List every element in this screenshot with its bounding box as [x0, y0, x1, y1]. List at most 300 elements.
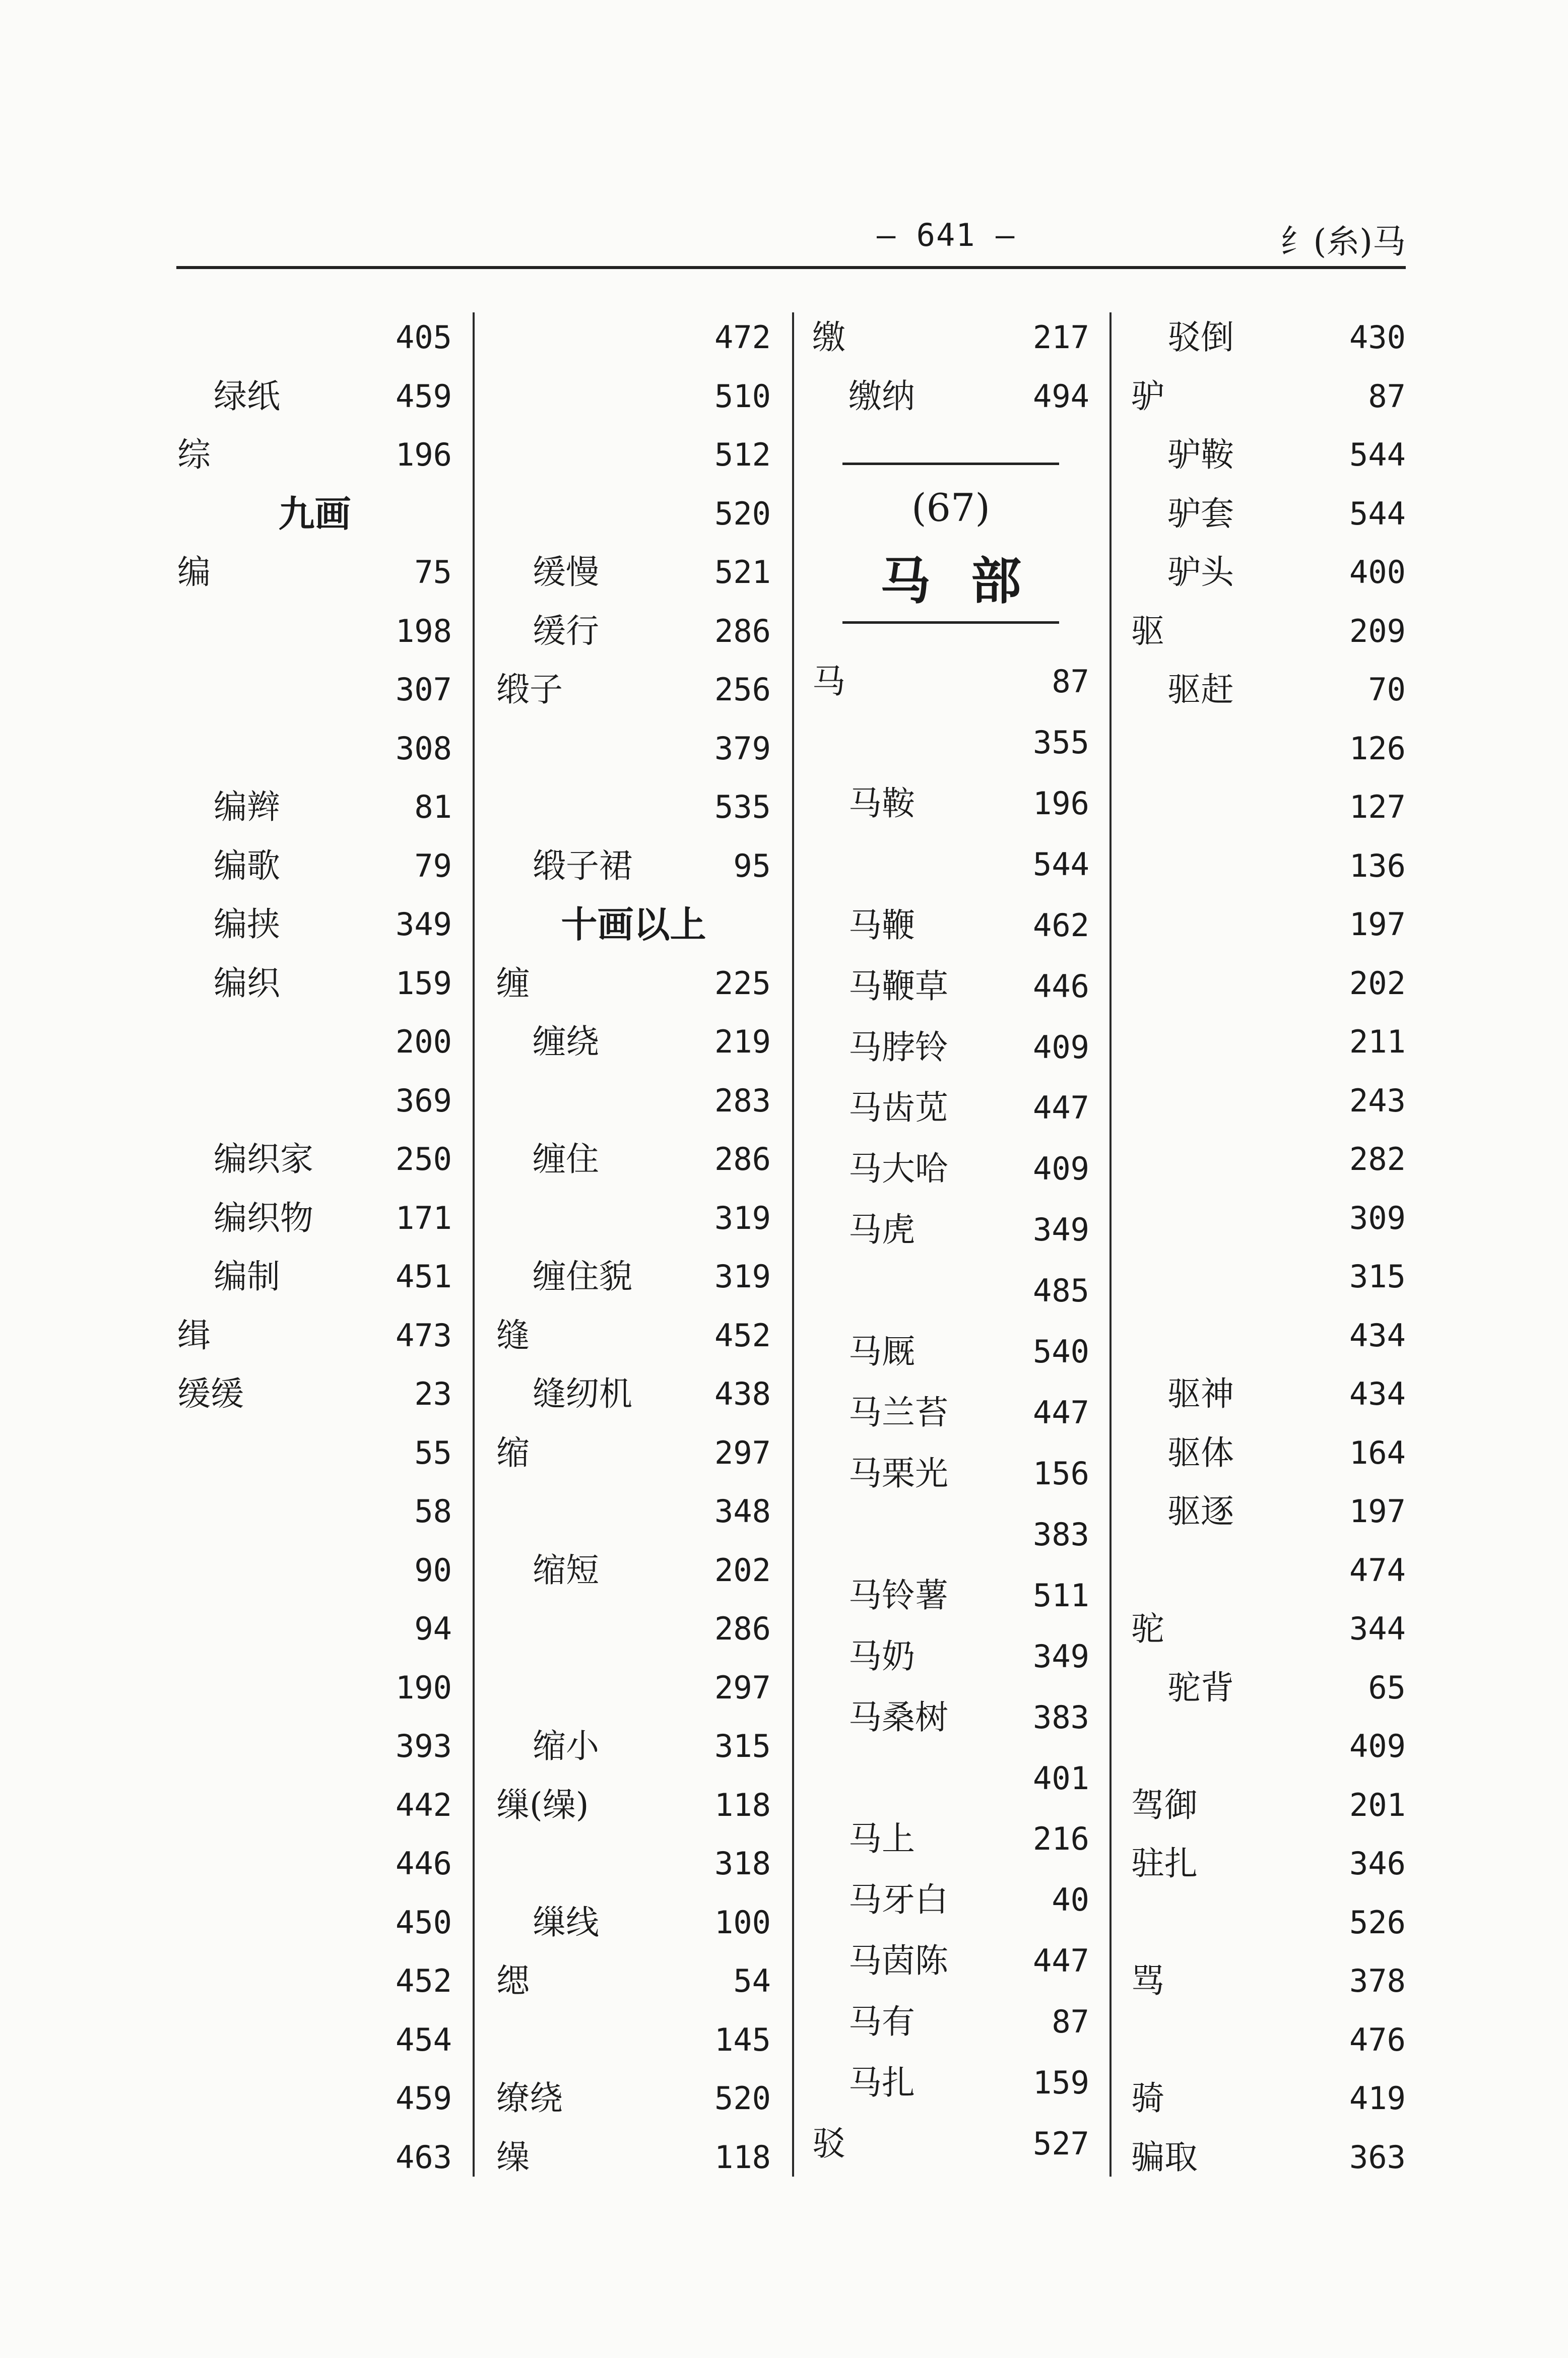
entry-page-number: 75	[414, 554, 452, 591]
section-header	[812, 427, 1089, 649]
entry-term: 缴	[812, 318, 845, 357]
index-entry	[812, 1202, 1089, 1258]
entry-page-number: 307	[396, 671, 452, 708]
index-entry	[812, 1751, 1089, 1806]
entry-page-number: 54	[733, 1962, 771, 1999]
entry-page-number: 512	[714, 436, 771, 473]
index-entry	[812, 1933, 1089, 1989]
entry-page-number: 447	[1033, 1089, 1089, 1127]
index-entry	[496, 1543, 771, 1598]
index-entry	[496, 369, 771, 424]
index-entry	[812, 959, 1089, 1014]
entry-page-number: 87	[1052, 2003, 1089, 2041]
index-entry	[812, 898, 1089, 953]
index-entry	[177, 1308, 452, 1363]
entry-page-number: 297	[714, 1669, 771, 1706]
entry-page-number: 70	[1368, 671, 1406, 708]
index-entry	[496, 604, 771, 659]
entry-page-number: 118	[714, 2138, 771, 2176]
entry-term: 马齿苋	[848, 1088, 948, 1128]
entry-page-number: 447	[1033, 1942, 1089, 1980]
entry-page-number: 65	[1368, 1669, 1406, 1706]
entry-page-number: 201	[1349, 1786, 1406, 1823]
index-entry	[812, 1324, 1089, 1380]
entry-term: 驾御	[1131, 1785, 1198, 1824]
entry-term: 编织家	[214, 1140, 313, 1178]
entry-page-number: 438	[714, 1376, 771, 1412]
index-entry	[1131, 1308, 1406, 1363]
index-entry	[496, 1895, 771, 1950]
entry-page-number: 540	[1033, 1333, 1089, 1370]
index-entry	[496, 838, 771, 894]
index-entry	[496, 1366, 771, 1422]
index-entry	[177, 1543, 452, 1598]
index-entry	[1131, 779, 1406, 835]
index-entry	[177, 1014, 452, 1070]
index-entry	[1131, 897, 1406, 952]
entry-term: 编	[177, 553, 211, 592]
entry-page-number: 196	[396, 436, 452, 473]
entry-term: 缝	[496, 1316, 530, 1355]
entry-term: 编辫	[214, 788, 280, 826]
index-entry	[1131, 545, 1406, 600]
entry-term: 驳	[812, 2124, 845, 2163]
index-entry	[1131, 1073, 1406, 1129]
index-entry	[812, 310, 1089, 365]
entry-term: 驴	[1131, 376, 1164, 416]
index-entry	[177, 1778, 452, 1833]
entry-page-number: 544	[1349, 495, 1406, 532]
entry-page-number: 474	[1349, 1551, 1406, 1589]
index-column-3	[812, 302, 1089, 2187]
entry-term: 马	[812, 662, 845, 701]
entry-page-number: 286	[714, 1141, 771, 1177]
entry-term: 缩小	[533, 1727, 599, 1765]
entry-page-number: 202	[1349, 964, 1406, 1002]
index-entry	[177, 662, 452, 717]
entry-page-number: 363	[1349, 2138, 1406, 2176]
index-entry	[177, 2012, 452, 2068]
entry-page-number: 127	[1349, 789, 1406, 825]
entry-term: 马栗光	[848, 1454, 948, 1493]
index-entry	[1131, 1191, 1406, 1246]
entry-page-number: 283	[714, 1082, 771, 1119]
index-entry	[177, 545, 452, 600]
entry-term: 驱	[1131, 611, 1164, 650]
entry-page-number: 250	[396, 1141, 452, 1177]
entry-page-number: 40	[1052, 1881, 1089, 1919]
entry-page-number: 308	[396, 730, 452, 767]
entry-term: 缝纫机	[533, 1374, 632, 1413]
entry-page-number: 544	[1033, 845, 1089, 883]
index-entry	[1131, 1249, 1406, 1304]
entry-page-number: 225	[714, 964, 771, 1002]
index-entry	[496, 1132, 771, 1187]
entry-page-number: 452	[396, 1962, 452, 1999]
index-entry	[177, 1719, 452, 1774]
entry-page-number: 344	[1349, 1610, 1406, 1647]
entry-term: 马脖铃	[848, 1027, 948, 1067]
index-entry	[496, 1836, 771, 1891]
index-entry	[496, 310, 771, 365]
index-entry	[1131, 310, 1406, 365]
entry-page-number: 136	[1349, 847, 1406, 884]
index-entry	[812, 369, 1089, 424]
entry-page-number: 409	[1349, 1728, 1406, 1764]
entry-term: 马上	[848, 1819, 915, 1859]
index-entry	[812, 1385, 1089, 1440]
entry-term: 综	[177, 435, 211, 474]
entry-term: 缠	[496, 963, 530, 1003]
entry-page-number: 315	[1349, 1258, 1406, 1295]
entry-page-number: 79	[414, 847, 452, 884]
index-entry	[496, 2012, 771, 2068]
index-entry	[812, 837, 1089, 892]
entry-term: 马铃薯	[848, 1576, 948, 1615]
entry-page-number: 286	[714, 612, 771, 649]
entry-page-number: 319	[714, 1199, 771, 1236]
entry-term: 缓缓	[177, 1374, 244, 1413]
entry-term: 驱赶	[1167, 670, 1234, 709]
entry-page-number: 309	[1349, 1199, 1406, 1236]
entry-page-number: 379	[714, 730, 771, 767]
index-entry	[177, 1601, 452, 1657]
entry-page-number: 463	[396, 2138, 452, 2176]
index-entry	[177, 779, 452, 835]
entry-page-number: 452	[714, 1317, 771, 1354]
index-entry	[177, 1132, 452, 1187]
entry-page-number: 383	[1033, 1516, 1089, 1553]
entry-page-number: 217	[1033, 319, 1089, 356]
entry-page-number: 447	[1033, 1394, 1089, 1431]
running-head: 纟(糸)马	[1280, 222, 1406, 261]
entry-page-number: 419	[1349, 2080, 1406, 2117]
index-entry	[812, 1568, 1089, 1623]
entry-page-number: 315	[714, 1728, 771, 1764]
index-entry	[812, 1263, 1089, 1319]
subheading-label: 九画	[278, 492, 351, 535]
entry-page-number: 256	[714, 671, 771, 708]
entry-page-number: 164	[1349, 1434, 1406, 1471]
index-entry	[1131, 838, 1406, 894]
index-entry	[177, 956, 452, 1011]
entry-page-number: 95	[733, 847, 771, 884]
index-entry	[812, 1872, 1089, 1928]
entry-term: 马虎	[848, 1210, 915, 1250]
index-entry	[812, 1020, 1089, 1075]
entry-page-number: 409	[1033, 1150, 1089, 1188]
entry-term: 驱神	[1167, 1374, 1234, 1413]
entry-page-number: 190	[396, 1669, 452, 1706]
index-subheading	[496, 897, 771, 952]
index-entry	[177, 2130, 452, 2185]
index-entry	[812, 1629, 1089, 1684]
entry-term: 马大哈	[848, 1149, 948, 1189]
index-entry	[177, 838, 452, 894]
index-entry	[1131, 1660, 1406, 1716]
entry-term: 驴套	[1167, 494, 1234, 533]
index-entry	[1131, 1425, 1406, 1481]
entry-page-number: 171	[396, 1199, 452, 1236]
entry-page-number: 126	[1349, 730, 1406, 767]
entry-term: 马扎	[848, 2063, 915, 2103]
entry-term: 编织	[214, 963, 280, 1003]
index-entry	[496, 1484, 771, 1539]
entry-term: 缩	[496, 1433, 530, 1472]
index-entry	[177, 427, 452, 483]
entry-term: 马有	[848, 2002, 915, 2042]
entry-term: 缫线	[533, 1903, 599, 1942]
entry-page-number: 521	[714, 554, 771, 591]
index-entry	[496, 2130, 771, 2185]
entry-page-number: 156	[1033, 1455, 1089, 1492]
index-entry	[496, 779, 771, 835]
entry-term: 缓慢	[533, 553, 599, 592]
index-entry	[496, 1249, 771, 1304]
index-entry	[177, 1484, 452, 1539]
entry-page-number: 451	[396, 1258, 452, 1295]
index-entry	[1131, 369, 1406, 424]
entry-page-number: 219	[714, 1023, 771, 1060]
index-entry	[496, 1191, 771, 1246]
index-entry	[812, 654, 1089, 709]
index-entry	[496, 2071, 771, 2126]
entry-page-number: 349	[1033, 1638, 1089, 1675]
entry-page-number: 87	[1368, 377, 1406, 415]
entry-term: 编织物	[214, 1198, 313, 1237]
index-entry	[496, 427, 771, 483]
entry-term: 缴纳	[848, 376, 915, 416]
entry-page-number: 118	[714, 1786, 771, 1823]
entry-page-number: 100	[714, 1904, 771, 1941]
entry-page-number: 450	[396, 1904, 452, 1941]
entry-page-number: 159	[1033, 2064, 1089, 2102]
entry-term: 驳倒	[1167, 318, 1234, 357]
entry-page-number: 211	[1349, 1023, 1406, 1060]
index-entry	[496, 1073, 771, 1129]
index-entry	[496, 1014, 771, 1070]
entry-term: 缓行	[533, 611, 599, 650]
entry-page-number: 58	[414, 1493, 452, 1530]
entry-page-number: 87	[1052, 663, 1089, 700]
index-entry	[812, 1080, 1089, 1136]
section-title: 马部	[880, 552, 1062, 611]
entry-page-number: 243	[1349, 1082, 1406, 1119]
entry-page-number: 81	[414, 789, 452, 825]
entry-term: 马鞍	[848, 783, 915, 823]
entry-page-number: 401	[1033, 1759, 1089, 1797]
index-column-4	[1131, 302, 1406, 2187]
entry-page-number: 400	[1349, 554, 1406, 591]
index-entry	[812, 1690, 1089, 1745]
entry-page-number: 318	[714, 1845, 771, 1882]
entry-term: 马兰苔	[848, 1393, 948, 1432]
index-entry	[177, 1836, 452, 1891]
entry-term: 马桑树	[848, 1697, 948, 1737]
index-entry	[1131, 956, 1406, 1011]
entry-term: 缎子	[496, 670, 563, 709]
index-entry	[812, 1507, 1089, 1562]
entry-page-number: 535	[714, 789, 771, 825]
index-entry	[496, 956, 771, 1011]
entry-term: 马鞭	[848, 905, 915, 945]
index-entry	[177, 1191, 452, 1246]
entry-page-number: 462	[1033, 906, 1089, 944]
entry-term: 缫(缲)	[496, 1785, 589, 1824]
index-entry	[1131, 486, 1406, 542]
entry-term: 驴鞍	[1167, 435, 1234, 474]
entry-term: 骗取	[1131, 2137, 1198, 2177]
index-entry	[812, 715, 1089, 770]
index-entry	[177, 721, 452, 776]
entry-page-number: 200	[396, 1023, 452, 1060]
index-entry	[1131, 1543, 1406, 1598]
index-entry	[812, 1811, 1089, 1867]
entry-page-number: 526	[1349, 1904, 1406, 1941]
entry-page-number: 369	[396, 1082, 452, 1119]
entry-term: 驼	[1131, 1609, 1164, 1648]
entry-page-number: 459	[396, 377, 452, 415]
index-entry	[496, 1660, 771, 1716]
entry-page-number: 297	[714, 1434, 771, 1471]
entry-page-number: 442	[396, 1786, 452, 1823]
entry-term: 缭绕	[496, 2079, 563, 2118]
entry-page-number: 319	[714, 1258, 771, 1295]
section-rule	[842, 621, 1059, 624]
entry-page-number: 197	[1349, 906, 1406, 943]
entry-page-number: 145	[714, 2021, 771, 2058]
index-entry	[1131, 662, 1406, 717]
index-entry	[177, 1895, 452, 1950]
entry-page-number: 348	[714, 1493, 771, 1530]
entry-page-number: 434	[1349, 1317, 1406, 1354]
index-entry	[496, 1308, 771, 1363]
entry-page-number: 434	[1349, 1376, 1406, 1412]
index-entry	[1131, 604, 1406, 659]
index-entry	[1131, 721, 1406, 776]
index-entry	[1131, 1366, 1406, 1422]
entry-page-number: 476	[1349, 2021, 1406, 2058]
entry-term: 编挟	[214, 905, 280, 944]
index-entry	[812, 1994, 1089, 2050]
entry-page-number: 510	[714, 377, 771, 415]
entry-page-number: 511	[1033, 1577, 1089, 1614]
entry-term: 缎子裙	[533, 846, 632, 885]
index-entry	[1131, 2012, 1406, 2068]
entry-term: 马牙白	[848, 1880, 948, 1920]
index-column-2	[496, 302, 771, 2187]
entry-term: 绿纸	[214, 376, 280, 416]
index-entry	[1131, 2071, 1406, 2126]
entry-page-number: 446	[396, 1845, 452, 1882]
index-entry	[177, 604, 452, 659]
index-entry	[1131, 2130, 1406, 2185]
subheading-label: 十画以上	[561, 903, 706, 946]
entry-page-number: 349	[396, 906, 452, 943]
page-header	[176, 191, 1406, 267]
index-entry	[177, 1425, 452, 1481]
entry-term: 驱体	[1167, 1433, 1234, 1472]
index-entry	[177, 1249, 452, 1304]
entry-term: 缉	[177, 1316, 211, 1355]
entry-page-number: 494	[1033, 377, 1089, 415]
entry-term: 马厩	[848, 1332, 915, 1371]
entry-page-number: 409	[1033, 1028, 1089, 1066]
header-rule	[176, 266, 1406, 269]
entry-page-number: 282	[1349, 1141, 1406, 1177]
index-entry	[496, 1425, 771, 1481]
index-entry	[496, 545, 771, 600]
entry-term: 驴头	[1167, 553, 1234, 592]
index-entry	[1131, 1132, 1406, 1187]
column-divider	[792, 312, 794, 2177]
section-number: (67)	[911, 485, 990, 530]
index-column-1	[177, 302, 452, 2187]
index-entry	[496, 486, 771, 542]
index-entry	[1131, 1895, 1406, 1950]
index-entry	[812, 2055, 1089, 2111]
entry-page-number: 473	[396, 1317, 452, 1354]
entry-page-number: 544	[1349, 436, 1406, 473]
entry-page-number: 216	[1033, 1820, 1089, 1858]
section-rule	[842, 463, 1059, 465]
entry-page-number: 430	[1349, 319, 1406, 356]
index-entry	[1131, 1836, 1406, 1891]
entry-page-number: 454	[396, 2021, 452, 2058]
entry-term: 缌	[496, 1961, 530, 2000]
entry-page-number: 405	[396, 319, 452, 356]
index-entry	[177, 369, 452, 424]
entry-term: 缲	[496, 2137, 530, 2177]
entry-page-number: 383	[1033, 1698, 1089, 1736]
index-entry	[1131, 1601, 1406, 1657]
entry-term: 驼背	[1167, 1668, 1234, 1707]
entry-term: 骂	[1131, 1961, 1164, 2000]
entry-page-number: 196	[1033, 784, 1089, 822]
index-entry	[1131, 1778, 1406, 1833]
index-entry	[177, 1953, 452, 2009]
index-entry	[1131, 427, 1406, 483]
index-subheading	[177, 486, 452, 542]
entry-page-number: 55	[414, 1434, 452, 1471]
entry-term: 马奶	[848, 1636, 915, 1676]
index-entry	[812, 776, 1089, 831]
index-entry	[1131, 1719, 1406, 1774]
entry-page-number: 349	[1033, 1211, 1089, 1249]
index-entry	[496, 1778, 771, 1833]
entry-term: 缠住貌	[533, 1257, 632, 1296]
entry-page-number: 355	[1033, 724, 1089, 761]
entry-term: 驻扎	[1131, 1844, 1198, 1883]
entry-page-number: 346	[1349, 1845, 1406, 1882]
entry-term: 驱逐	[1167, 1492, 1234, 1531]
entry-page-number: 159	[396, 964, 452, 1002]
entry-term: 马茵陈	[848, 1941, 948, 1981]
index-entry	[1131, 1014, 1406, 1070]
entry-page-number: 446	[1033, 967, 1089, 1005]
entry-page-number: 197	[1349, 1493, 1406, 1530]
entry-page-number: 202	[714, 1551, 771, 1589]
index-entry	[812, 1446, 1089, 1501]
index-entry	[496, 1953, 771, 2009]
entry-page-number: 520	[714, 2080, 771, 2117]
index-entry	[177, 2071, 452, 2126]
index-entry	[177, 897, 452, 952]
index-entry	[177, 1073, 452, 1129]
entry-page-number: 527	[1033, 2125, 1089, 2162]
index-entry	[496, 662, 771, 717]
entry-page-number: 378	[1349, 1962, 1406, 1999]
